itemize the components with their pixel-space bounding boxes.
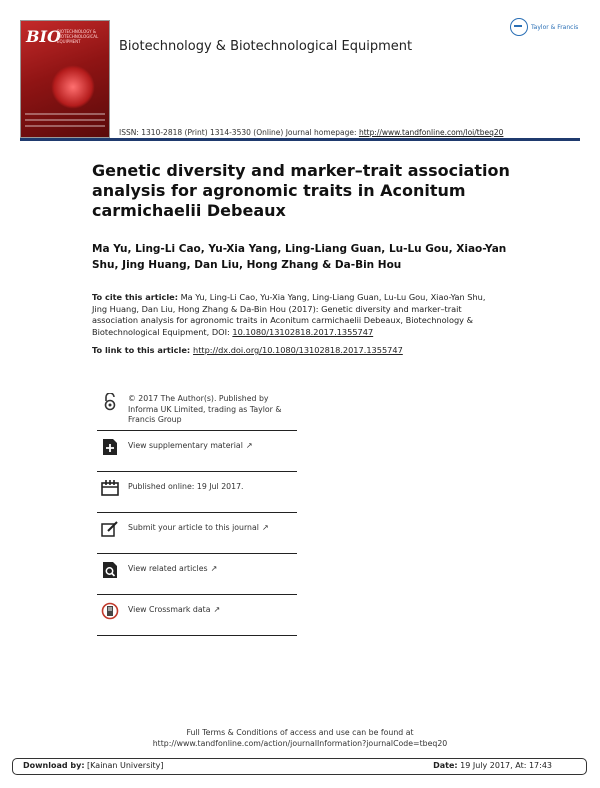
- related-articles-label: View related articles: [128, 564, 208, 573]
- issn-text: ISSN: 1310-2818 (Print) 1314-3530 (Online) Journal homepage:: [119, 128, 359, 137]
- article-authors: Ma Yu, Ling-Li Cao, Yu-Xia Yang, Ling-Liang Guan, Lu-Lu Gou, Xiao-Yan Shu, Jing Huang, Dan Liu, Hong Zhang & Da-Bin Hou: [92, 243, 507, 271]
- cover-title: BIOTECHNOLOGY & BIOTECHNOLOGICAL EQUIPMENT: [57, 29, 99, 44]
- publisher-logo: [510, 16, 590, 38]
- journal-cover: [20, 20, 110, 138]
- journal-name: Biotechnology & Biotechnological Equipment: [119, 39, 413, 54]
- related-articles-item[interactable]: [97, 554, 297, 595]
- article-link-label: To link to this article:: [92, 345, 193, 355]
- supplementary-item[interactable]: [97, 431, 297, 472]
- publisher-logo-text: Taylor & Francis: [531, 23, 579, 31]
- submit-label: Submit your article to this journal: [128, 523, 259, 532]
- header-divider: [20, 138, 580, 141]
- crossmark-label: View Crossmark data: [128, 605, 211, 614]
- open-access-icon: [100, 392, 120, 412]
- terms-line: Full Terms & Conditions of access and use can be found at: [186, 728, 414, 737]
- article-link-line: [92, 345, 403, 355]
- published-item: [97, 472, 297, 513]
- issn-line: [119, 128, 503, 137]
- external-link-icon: ↗: [261, 523, 269, 532]
- license-item: [97, 386, 297, 431]
- published-date: Published online: 19 Jul 2017.: [128, 482, 244, 491]
- doi-link[interactable]: 10.1080/13102818.2017.1355747: [232, 326, 374, 337]
- related-articles-icon: [100, 560, 120, 580]
- article-link[interactable]: http://dx.doi.org/10.1080/13102818.2017.1355747: [193, 345, 403, 355]
- terms-footer: [0, 727, 600, 749]
- edit-icon: [100, 519, 120, 539]
- download-date: [433, 761, 552, 770]
- cover-art: [51, 65, 95, 109]
- submit-item[interactable]: [97, 513, 297, 554]
- external-link-icon: ↗: [245, 441, 253, 450]
- download-info: [23, 761, 163, 770]
- supplementary-label: View supplementary material: [128, 441, 243, 450]
- journal-homepage-link[interactable]: http://www.tandfonline.com/loi/tbeq20: [358, 128, 504, 137]
- supplementary-icon: [100, 437, 120, 457]
- cover-strip: [25, 125, 105, 127]
- citation: [92, 292, 502, 338]
- cover-logo: BIO: [26, 27, 61, 46]
- date-label: Date:: [433, 761, 458, 770]
- crossmark-item[interactable]: [97, 595, 297, 636]
- license-text: © 2017 The Author(s). Published by Informa UK Limited, trading as Taylor & Francis Group: [128, 394, 282, 424]
- date-value: 19 July 2017, At: 17:43: [457, 761, 552, 770]
- cover-strip: [25, 119, 105, 121]
- cover-strip: [25, 113, 105, 115]
- download-value: [Kainan University]: [84, 761, 164, 770]
- external-link-icon: ↗: [213, 605, 221, 614]
- terms-link[interactable]: http://www.tandfonline.com/action/journalInformation?journalCode=tbeq20: [152, 739, 448, 748]
- publisher-logo-icon: [510, 18, 528, 36]
- download-label: Download by:: [23, 761, 85, 770]
- calendar-icon: [100, 478, 120, 498]
- download-bar: [12, 758, 587, 775]
- article-title: Genetic diversity and marker–trait association analysis for agronomic traits in Aconitum carmichaelii Debeaux: [92, 161, 510, 220]
- crossmark-icon: [100, 601, 120, 621]
- citation-label: To cite this article:: [92, 292, 178, 302]
- external-link-icon: ↗: [210, 564, 218, 573]
- citation-text: Ma Yu, Ling-Li Cao, Yu-Xia Yang, Ling-Liang Guan, Lu-Lu Gou, Xiao-Yan Shu, Jing Huang, Dan Liu, Hong Zhang & Da-Bin Hou (2017): Genetic diversity and marker–trait association analysis for agronomic traits in Aconitum carmichaelii Debeaux, Biotechnology & Biotechnological Equipment, DOI:: [92, 292, 486, 337]
- article-links-list: [97, 386, 297, 636]
